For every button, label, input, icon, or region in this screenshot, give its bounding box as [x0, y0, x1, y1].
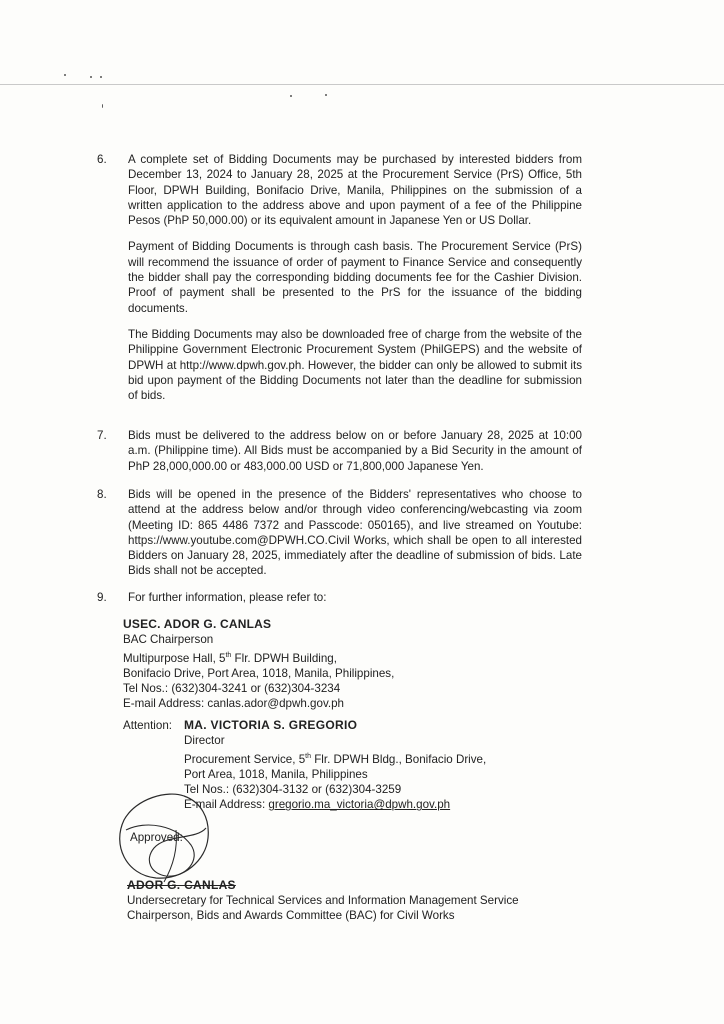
chairperson-name: USEC. ADOR G. CANLAS [123, 617, 272, 631]
email-link[interactable]: gregorio.ma_victoria@dpwh.gov.ph [268, 798, 451, 812]
page-edge-line [0, 84, 724, 85]
attention-label: Attention: [123, 719, 172, 732]
paragraph: Payment of Bidding Documents is through cash basis. The Procurement Service (PrS) will recommend the issuance of order of payment to Finance Service and consequently the bidder shall pay the corresponding bidding documents fee for the Cashier Division. Proof of payment shall be presented to the PrS for the issuance of the bidding documents. [128, 240, 582, 315]
paragraph: Bids must be delivered to the address below on or before January 28, 2025 at 10:00 a.m. (Philippine time). All Bids must be accompanied by a Bid Security in the amount of PhP 28,000,000.00 or 483,000.00 USD or 71,800,000 Japanese Yen. [128, 429, 582, 473]
paragraph: Bids will be opened in the presence of the Bidders' representatives who choose to attend at the address below and/or through video conferencing/webcasting via zoom (Meeting ID: 865 4486 7372 and Passcode: 050165), and live streamed on Youtube: https://www.youtube.com@DPWH.CO.Civil Works, which shall be open to all interested Bidders on January 28, 2025, immediately after the deadline of submission of bids. Late Bids shall not be accepted. [128, 488, 582, 578]
item-7 [97, 428, 582, 485]
chairperson-title: BAC Chairperson [123, 633, 214, 647]
item-number: 8. [97, 488, 107, 501]
attention-name: MA. VICTORIA S. GREGORIO [184, 718, 358, 732]
item-9 [97, 590, 582, 616]
scan-speck [325, 94, 327, 96]
scan-speck [102, 104, 103, 108]
item-6 [97, 152, 582, 414]
chairperson-email: E-mail Address: canlas.ador@dpwh.gov.ph [123, 697, 344, 711]
attention-title: Director [184, 734, 225, 748]
chairperson-address-line2: Bonifacio Drive, Port Area, 1018, Manila, Philippines, [123, 666, 395, 680]
approved-label: Approved: [130, 831, 183, 844]
chairperson-contact [123, 617, 394, 712]
scan-speck [90, 76, 92, 78]
item-8 [97, 487, 582, 590]
attention-tel: Tel Nos.: (632)304-3132 or (632)304-3259 [184, 783, 402, 797]
scan-speck [64, 74, 66, 76]
attention-address-line2: Port Area, 1018, Manila, Philippines [184, 767, 368, 781]
item-number: 7. [97, 429, 107, 442]
item-number: 9. [97, 591, 107, 604]
scan-speck [100, 76, 102, 78]
approver-name: ADOR G. CANLAS [127, 878, 236, 892]
chairperson-tel: Tel Nos.: (632)304-3241 or (632)304-3234 [123, 682, 341, 696]
chairperson-address-line1: Multipurpose Hall, 5th Flr. DPWH Building, [123, 651, 337, 665]
paragraph: A complete set of Bidding Documents may be purchased by interested bidders from December 13, 2024 to January 28, 2025 at the Procurement Service (PrS) Office, 5th Floor, DPWH Building, Bonifacio Drive, Manila, Philippines on the submission of a written application to the address above and upon payment of a fee of the Philippine Pesos (PhP 50,000.00) or its equivalent amount in Japanese Yen or US Dollar. [128, 153, 582, 228]
attention-email: E-mail Address: gregorio.ma_victoria@dpwh.gov.ph [184, 798, 451, 812]
paragraph: The Bidding Documents may also be downloaded free of charge from the website of the Philippine Government Electronic Procurement System (PhilGEPS) and the website of DPWH at http://www.dpwh.gov.ph. However, the bidder can only be allowed to submit its bid upon payment of the Bidding Documents not later than the deadline for submission of bids. [128, 327, 582, 403]
scan-speck [290, 95, 292, 97]
attention-address-line1: Procurement Service, 5th Flr. DPWH Bldg., Bonifacio Drive, [184, 752, 487, 766]
item-number: 6. [97, 153, 107, 166]
approver-designation: Undersecretary for Technical Services and Information Management Service Chairperson, Bids and Awards Committee (BAC) for Civil Works [127, 894, 519, 923]
paragraph: For further information, please refer to: [128, 591, 327, 604]
